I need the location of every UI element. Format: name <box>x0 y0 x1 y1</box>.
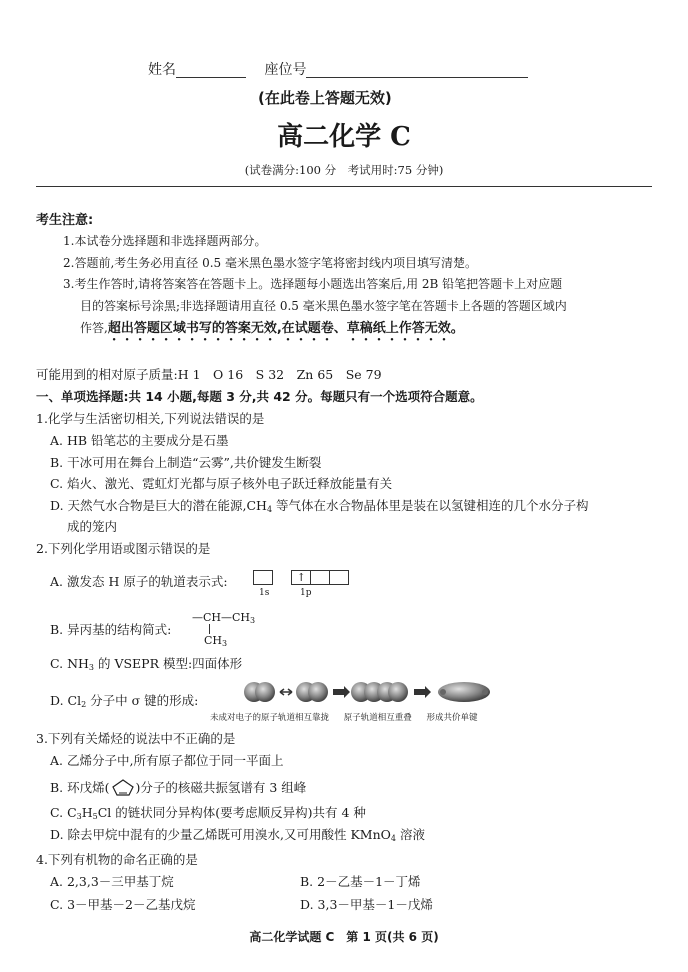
q3-c-sub1: 3 <box>76 812 82 821</box>
isopropyl-bond <box>209 624 210 634</box>
q3-d-text1: D. 除去甲烷中混有的少量乙烯既可用溴水,又可用酸性 KMnO <box>50 827 391 842</box>
page-footer: 高二化学试题 C 第 1 页(共 6 页) <box>249 930 439 944</box>
q2-stem: 2.下列化学用语或图示错误的是 <box>36 541 211 556</box>
q2-d-sub: 2 <box>81 700 87 709</box>
notice-item-3-line1: 3.考生作答时,请将答案答在答题卡上。选择题每小题选出答案后,用 2B 铅笔把答题卡上对应题 <box>63 277 563 291</box>
q4-option-c: C. 3－甲基－2－乙基戊烷 <box>50 897 196 912</box>
q3-d-sub: 4 <box>390 834 397 843</box>
sigma-caption-1: 未成对电子的原子轨道相互靠拢 <box>210 713 330 723</box>
sigma-caption-2: 原子轨道相互重叠 <box>343 713 412 723</box>
q1-option-d <box>50 498 589 518</box>
orbital-sphere-8 <box>388 682 408 702</box>
section1-title-rest: 共 14 小题,每题 3 分,共 42 分。每题只有一个选项符合题意。 <box>128 389 483 404</box>
q2-option-b: B. 异丙基的结构简式: <box>50 622 172 637</box>
q2-c-text2: 的 VSEPR 模型:四面体形 <box>94 656 243 671</box>
notice-item-3-plain: 作答, <box>80 321 108 335</box>
q3-option-d <box>50 827 425 847</box>
orbital-sphere-4 <box>308 682 328 702</box>
isopropyl-structure-top <box>192 611 255 625</box>
q2-option-d <box>50 693 198 713</box>
section1-title-bold: 一、单项选择题: <box>36 389 129 404</box>
q3-c-sub2: 5 <box>92 812 98 821</box>
notice-title: 考生注意: <box>36 213 94 228</box>
seat-blank <box>306 77 528 78</box>
isopropyl-bottom-text: CH <box>204 634 223 647</box>
notice-item-3-line2: 目的答案标号涂黑;非选择题请用直径 0.5 毫米黑色墨水签字笔在答题卡上各题的答题区域内 <box>80 299 567 313</box>
atomic-masses: 可能用到的相对原子质量:H 1 O 16 S 32 Zn 65 Se 79 <box>36 367 382 382</box>
orbital-sphere-2 <box>255 682 275 702</box>
section1-title <box>36 389 483 405</box>
sigma-captions <box>210 711 477 723</box>
orbital-label-1s: 1s <box>259 588 270 598</box>
exam-info: (试卷满分:100 分 考试用时:75 分钟) <box>244 163 444 177</box>
q2-option-a: A. 激发态 H 原子的轨道表示式: <box>50 574 228 589</box>
orbital-box-2p-1: ↑ <box>291 570 311 585</box>
cyclopentene-icon <box>110 778 136 796</box>
q1-stem: 1.化学与生活密切相关,下列说法错误的是 <box>36 411 265 426</box>
orbital-diagram <box>253 567 349 586</box>
orbital-box-2p-2 <box>310 570 330 585</box>
step-arrow-1 <box>333 686 350 698</box>
notice-item-2: 2.答题前,考生务必用直径 0.5 毫米黑色墨水签字笔将密封线内项目填写清楚。 <box>63 256 477 270</box>
orbital-label-2p: 1p <box>300 588 312 598</box>
q3-c-text1: C. C <box>50 805 77 820</box>
invalid-note: (在此卷上答题无效) <box>258 89 392 107</box>
name-field-row <box>148 62 528 78</box>
header-divider <box>36 186 652 187</box>
q4-stem: 4.下列有机物的命名正确的是 <box>36 852 198 867</box>
approach-arrow <box>280 689 292 695</box>
q2-option-c <box>50 656 242 676</box>
name-label: 姓名 <box>148 62 176 78</box>
q1-d-text2: 等气体在水合物晶体里是装在以氢键相连的几个水分子构 <box>272 498 589 513</box>
q2-d-text2: 分子中 σ 键的形成: <box>86 693 199 708</box>
isopropyl-top-sub: 3 <box>250 616 256 625</box>
notice-item-3-line3 <box>80 320 464 344</box>
q3-stem: 3.下列有关烯烃的说法中不正确的是 <box>36 731 236 746</box>
q1-option-d-line2: 成的笼内 <box>67 519 118 534</box>
name-blank <box>176 77 246 78</box>
sigma-bond-diagram <box>240 680 510 706</box>
q1-option-c: C. 焰火、激光、霓虹灯光都与原子核外电子跃迁释放能量有关 <box>50 476 393 491</box>
notice-item-3-emphasis: 超出答题区域书写的答案无效,在试题卷、草稿纸上作答无效。 <box>107 321 464 336</box>
isopropyl-bottom-sub: 3 <box>222 639 228 648</box>
q3-option-b <box>50 778 306 796</box>
notice-item-1: 1.本试卷分选择题和非选择题两部分。 <box>63 234 267 248</box>
q3-c-text2: H <box>81 805 93 820</box>
q3-c-text3: Cl 的链状同分异构体(要考虑顺反异构)共有 4 种 <box>97 805 366 820</box>
q1-option-a: A. HB 铅笔芯的主要成分是石墨 <box>50 433 229 448</box>
orbital-box-2p-3 <box>329 570 349 585</box>
q3-option-c <box>50 805 366 825</box>
q4-option-b: B. 2－乙基－1－丁烯 <box>300 874 421 889</box>
seat-label: 座位号 <box>264 62 307 78</box>
q3-b-text2: )分子的核磁共振氢谱有 3 组峰 <box>135 780 307 795</box>
page-title: 高二化学 C <box>277 122 411 152</box>
q2-d-text1: D. Cl <box>50 693 82 708</box>
orbital-box-1s <box>253 570 273 585</box>
bond-end-right <box>482 689 488 695</box>
q1-option-b: B. 干冰可用在舞台上制造“云雾”,共价键发生断裂 <box>50 455 322 470</box>
q3-option-a: A. 乙烯分子中,所有原子都位于同一平面上 <box>50 753 284 768</box>
bond-end-left <box>440 689 446 695</box>
q4-option-d: D. 3,3－甲基－1－戊烯 <box>300 897 433 912</box>
q3-b-text1: B. 环戊烯( <box>50 780 110 795</box>
sigma-caption-3: 形成共价单键 <box>426 713 478 723</box>
q4-option-a: A. 2,3,3－三甲基丁烷 <box>50 874 174 889</box>
q3-d-text2: 溶液 <box>396 827 425 842</box>
q2-c-text1: C. NH <box>50 656 89 671</box>
q1-d-sub: 4 <box>266 505 273 514</box>
q1-d-text1: D. 天然气水合物是巨大的潜在能源,CH <box>50 498 267 513</box>
q2-c-sub: 3 <box>88 663 94 672</box>
isopropyl-top-text: —CH—CH <box>192 611 251 624</box>
step-arrow-2 <box>414 686 431 698</box>
isopropyl-structure-bottom <box>204 634 227 648</box>
